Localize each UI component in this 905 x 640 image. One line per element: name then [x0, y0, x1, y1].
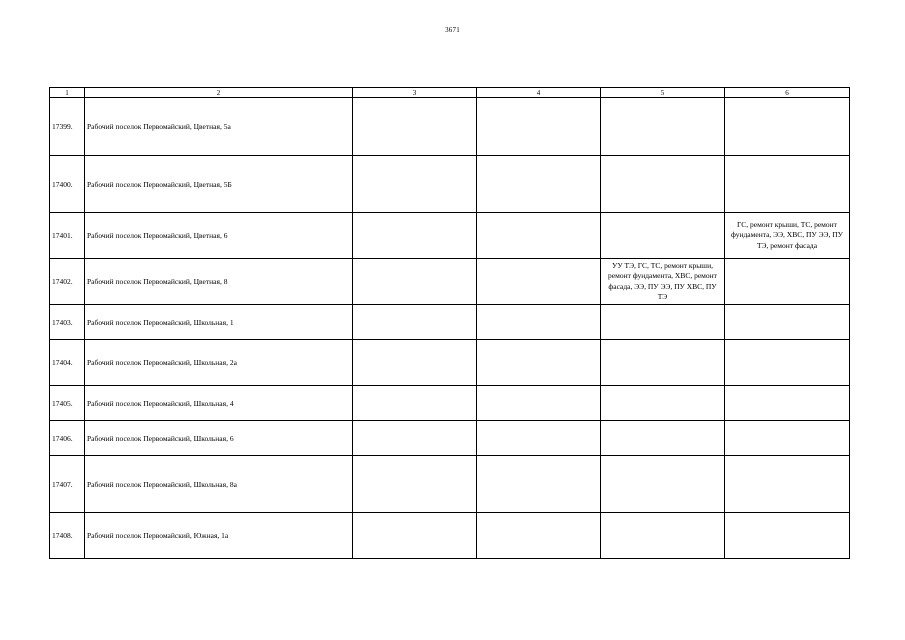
cell-col-3: [353, 213, 477, 259]
row-number: 17403.: [50, 305, 85, 340]
address-cell: Рабочий поселок Первомайский, Школьная, 2а: [85, 340, 353, 386]
cell-col-3: [353, 421, 477, 456]
cell-col-4: [477, 456, 601, 513]
header-cell-2: 2: [85, 88, 353, 98]
cell-col-6: [725, 305, 850, 340]
row-number: 17399.: [50, 98, 85, 156]
table-row: [50, 456, 850, 513]
cell-col-6: [725, 513, 850, 559]
table-row: [50, 386, 850, 421]
address-cell: Рабочий поселок Первомайский, Школьная, 1: [85, 305, 353, 340]
table-row: [50, 340, 850, 386]
address-cell: Рабочий поселок Первомайский, Южная, 1а: [85, 513, 353, 559]
row-number: 17405.: [50, 386, 85, 421]
cell-col-5: [601, 456, 725, 513]
cell-col-6: [725, 340, 850, 386]
cell-col-5: [601, 421, 725, 456]
table-row: [50, 513, 850, 559]
header-cell-1: 1: [50, 88, 85, 98]
cell-col-5: [601, 513, 725, 559]
table-row: [50, 156, 850, 213]
cell-col-4: [477, 213, 601, 259]
header-cell-6: 6: [725, 88, 850, 98]
cell-col-4: [477, 259, 601, 305]
header-cell-3: 3: [353, 88, 477, 98]
address-cell: Рабочий поселок Первомайский, Школьная, 4: [85, 386, 353, 421]
table-row: [50, 305, 850, 340]
cell-col-3: [353, 513, 477, 559]
cell-col-5: [601, 98, 725, 156]
row-number: 17402.: [50, 259, 85, 305]
cell-col-5: [601, 386, 725, 421]
header-cell-4: 4: [477, 88, 601, 98]
row-number: 17400.: [50, 156, 85, 213]
cell-col-6: [725, 156, 850, 213]
cell-col-5: [601, 305, 725, 340]
cell-col-3: [353, 98, 477, 156]
cell-col-3: [353, 156, 477, 213]
table-row: [50, 98, 850, 156]
table-row: [50, 259, 850, 305]
cell-col-3: [353, 386, 477, 421]
cell-col-4: [477, 98, 601, 156]
cell-col-3: [353, 305, 477, 340]
cell-col-6: [725, 456, 850, 513]
header-row: [50, 88, 850, 98]
address-cell: Рабочий поселок Первомайский, Школьная, 8а: [85, 456, 353, 513]
row-number: 17404.: [50, 340, 85, 386]
cell-col-4: [477, 340, 601, 386]
cell-col-6: [725, 421, 850, 456]
cell-col-4: [477, 421, 601, 456]
address-cell: Рабочий поселок Первомайский, Цветная, 5Б: [85, 156, 353, 213]
cell-col-6: [725, 259, 850, 305]
cell-col-5: [601, 340, 725, 386]
cell-col-5: [601, 213, 725, 259]
table-row: [50, 213, 850, 259]
cell-col-6: ГС, ремонт крыши, ТС, ремонт фундамента, ЭЭ, ХВС, ПУ ЭЭ, ПУ ТЭ, ремонт фасада: [725, 213, 850, 259]
cell-col-4: [477, 156, 601, 213]
row-number: 17407.: [50, 456, 85, 513]
address-cell: Рабочий поселок Первомайский, Школьная, 6: [85, 421, 353, 456]
address-cell: Рабочий поселок Первомайский, Цветная, 8: [85, 259, 353, 305]
address-cell: Рабочий поселок Первомайский, Цветная, 6: [85, 213, 353, 259]
cell-col-3: [353, 456, 477, 513]
cell-col-4: [477, 386, 601, 421]
header-cell-5: 5: [601, 88, 725, 98]
row-number: 17408.: [50, 513, 85, 559]
registry-table: [49, 87, 850, 559]
cell-col-3: [353, 259, 477, 305]
cell-col-5: [601, 156, 725, 213]
page-number: 3671: [445, 26, 460, 34]
address-cell: Рабочий поселок Первомайский, Цветная, 5а: [85, 98, 353, 156]
row-number: 17406.: [50, 421, 85, 456]
row-number: 17401.: [50, 213, 85, 259]
table-row: [50, 421, 850, 456]
cell-col-5: УУ ТЭ, ГС, ТС, ремонт крыши, ремонт фундамента, ХВС, ремонт фасада, ЭЭ, ПУ ЭЭ, ПУ ХВС, ПУ ТЭ: [601, 259, 725, 305]
cell-col-3: [353, 340, 477, 386]
cell-col-4: [477, 305, 601, 340]
cell-col-6: [725, 386, 850, 421]
cell-col-4: [477, 513, 601, 559]
cell-col-6: [725, 98, 850, 156]
